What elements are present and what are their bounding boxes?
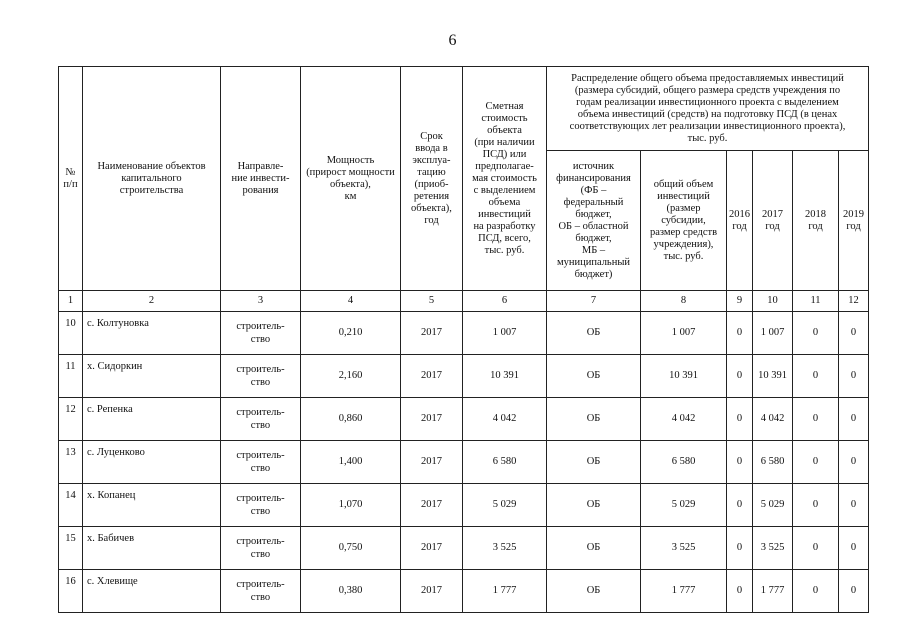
column-number: 6 [463, 291, 547, 312]
estimated-cost: 6 580 [463, 441, 547, 484]
investment-direction: строитель- ство [221, 527, 301, 570]
row-number: 16 [59, 570, 83, 613]
row-number: 10 [59, 312, 83, 355]
value-2017: 5 029 [753, 484, 793, 527]
funding-source: ОБ [547, 398, 641, 441]
commission-year: 2017 [401, 484, 463, 527]
total-investment: 4 042 [641, 398, 727, 441]
page-number: 6 [448, 32, 457, 49]
investment-direction: строитель- ство [221, 484, 301, 527]
column-number: 9 [727, 291, 753, 312]
value-2018: 0 [793, 441, 839, 484]
object-name: х. Сидоркин [83, 355, 221, 398]
value-2016: 0 [727, 398, 753, 441]
column-number: 7 [547, 291, 641, 312]
table-row [59, 484, 869, 527]
object-name: с. Репенка [83, 398, 221, 441]
value-2017: 6 580 [753, 441, 793, 484]
column-number: 1 [59, 291, 83, 312]
header-row-number: № п/п [59, 67, 83, 291]
total-investment: 10 391 [641, 355, 727, 398]
funding-source: ОБ [547, 527, 641, 570]
value-2018: 0 [793, 484, 839, 527]
value-2019: 0 [839, 570, 869, 613]
header-estimated-cost: Сметная стоимость объекта (при наличии ПСД) или предполагае- мая стоимость с выделением объема инвестиций на разработку ПСД, всего, тыс. руб. [463, 67, 547, 291]
row-number: 12 [59, 398, 83, 441]
object-name: с. Луценково [83, 441, 221, 484]
commission-year: 2017 [401, 312, 463, 355]
estimated-cost: 1 777 [463, 570, 547, 613]
total-investment: 1 777 [641, 570, 727, 613]
header-object-name: Наименование объектов капитального строительства [83, 67, 221, 291]
commission-year: 2017 [401, 441, 463, 484]
column-number: 10 [753, 291, 793, 312]
header-total-investment: общий объем инвестиций (размер субсидии, размер средств учреждения), тыс. руб. [641, 151, 727, 291]
table-row [59, 527, 869, 570]
row-number: 14 [59, 484, 83, 527]
value-2019: 0 [839, 527, 869, 570]
funding-source: ОБ [547, 570, 641, 613]
commission-year: 2017 [401, 570, 463, 613]
estimated-cost: 1 007 [463, 312, 547, 355]
investment-table [58, 66, 869, 613]
object-name: х. Копанец [83, 484, 221, 527]
value-2016: 0 [727, 527, 753, 570]
value-2016: 0 [727, 355, 753, 398]
estimated-cost: 4 042 [463, 398, 547, 441]
header-commission-year: Срок ввода в эксплуа- тацию (приоб- ретения объекта), год [401, 67, 463, 291]
value-2017: 1 007 [753, 312, 793, 355]
value-2016: 0 [727, 570, 753, 613]
funding-source: ОБ [547, 312, 641, 355]
commission-year: 2017 [401, 398, 463, 441]
table-row [59, 355, 869, 398]
value-2018: 0 [793, 570, 839, 613]
investment-direction: строитель- ство [221, 441, 301, 484]
total-investment: 1 007 [641, 312, 727, 355]
header-capacity: Мощность (прирост мощности объекта), км [301, 67, 401, 291]
table-row [59, 312, 869, 355]
value-2019: 0 [839, 441, 869, 484]
investment-direction: строитель- ство [221, 398, 301, 441]
commission-year: 2017 [401, 355, 463, 398]
value-2019: 0 [839, 312, 869, 355]
value-2019: 0 [839, 355, 869, 398]
investment-direction: строитель- ство [221, 570, 301, 613]
table-row [59, 570, 869, 613]
capacity-value: 0,210 [301, 312, 401, 355]
header-funding-source: источник финансирования (ФБ – федеральный бюджет, ОБ – областной бюджет, МБ – муниципальный бюджет) [547, 151, 641, 291]
value-2019: 0 [839, 484, 869, 527]
row-number: 11 [59, 355, 83, 398]
value-2017: 1 777 [753, 570, 793, 613]
value-2016: 0 [727, 312, 753, 355]
value-2017: 4 042 [753, 398, 793, 441]
header-year-2018: 2018 год [793, 151, 839, 291]
column-number-row [59, 291, 869, 312]
column-number: 2 [83, 291, 221, 312]
column-number: 3 [221, 291, 301, 312]
header-year-2017: 2017 год [753, 151, 793, 291]
estimated-cost: 5 029 [463, 484, 547, 527]
value-2017: 3 525 [753, 527, 793, 570]
funding-source: ОБ [547, 441, 641, 484]
column-number: 5 [401, 291, 463, 312]
row-number: 13 [59, 441, 83, 484]
column-number: 12 [839, 291, 869, 312]
header-distribution: Распределение общего объема предоставляемых инвестиций (размера субсидий, общего размера средств учреждения по годам реализации инвестиционного проекта с выделением объема инвестиций (средств) на подготовку ПСД (в ценах соответствующих лет реализации инвестиционного проекта), тыс. руб. [547, 67, 869, 151]
object-name: с. Хлевище [83, 570, 221, 613]
table-row [59, 441, 869, 484]
object-name: с. Колтуновка [83, 312, 221, 355]
column-number: 11 [793, 291, 839, 312]
column-number: 4 [301, 291, 401, 312]
value-2017: 10 391 [753, 355, 793, 398]
investment-direction: строитель- ство [221, 312, 301, 355]
value-2016: 0 [727, 484, 753, 527]
value-2019: 0 [839, 398, 869, 441]
column-number: 8 [641, 291, 727, 312]
investment-direction: строитель- ство [221, 355, 301, 398]
table-row [59, 398, 869, 441]
value-2018: 0 [793, 398, 839, 441]
commission-year: 2017 [401, 527, 463, 570]
total-investment: 3 525 [641, 527, 727, 570]
value-2018: 0 [793, 312, 839, 355]
header-direction: Направле- ние инвести- рования [221, 67, 301, 291]
object-name: х. Бабичев [83, 527, 221, 570]
value-2018: 0 [793, 355, 839, 398]
estimated-cost: 3 525 [463, 527, 547, 570]
row-number: 15 [59, 527, 83, 570]
capacity-value: 1,070 [301, 484, 401, 527]
funding-source: ОБ [547, 355, 641, 398]
capacity-value: 1,400 [301, 441, 401, 484]
capacity-value: 0,380 [301, 570, 401, 613]
total-investment: 6 580 [641, 441, 727, 484]
capacity-value: 2,160 [301, 355, 401, 398]
header-year-2016: 2016 год [727, 151, 753, 291]
funding-source: ОБ [547, 484, 641, 527]
header-year-2019: 2019 год [839, 151, 869, 291]
capacity-value: 0,860 [301, 398, 401, 441]
estimated-cost: 10 391 [463, 355, 547, 398]
value-2016: 0 [727, 441, 753, 484]
capacity-value: 0,750 [301, 527, 401, 570]
value-2018: 0 [793, 527, 839, 570]
total-investment: 5 029 [641, 484, 727, 527]
